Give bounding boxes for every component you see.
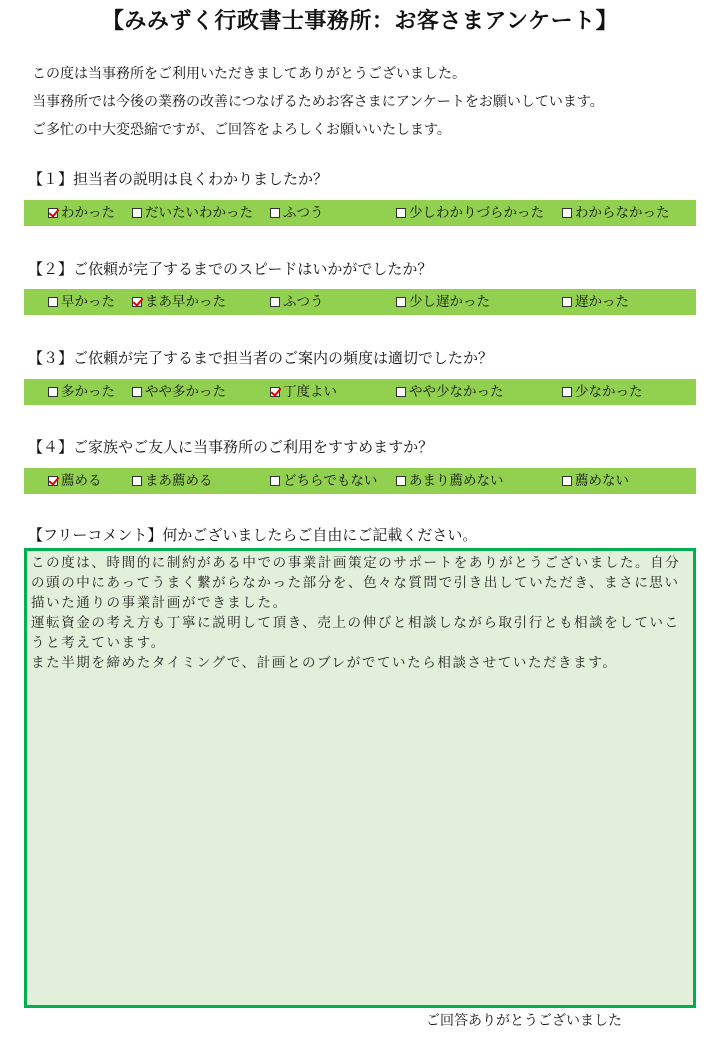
option-q1-3[interactable]: ふつう bbox=[270, 200, 324, 226]
intro-line: ご多忙の中大変恐縮ですが、ご回答をよろしくお願いいたします。 bbox=[32, 122, 451, 138]
option-q4-5[interactable]: 薦めない bbox=[562, 468, 629, 494]
page-title: 【みみずく行政書士事務所：お客さまアンケート】 bbox=[101, 9, 619, 34]
option-q3-1[interactable]: 多かった bbox=[48, 379, 115, 405]
option-q4-4[interactable]: あまり薦めない bbox=[396, 468, 504, 494]
question-4-label: 【４】ご家族やご友人に当事務所のご利用をすすめますか？ bbox=[28, 438, 434, 456]
checkbox-icon[interactable] bbox=[270, 297, 280, 307]
option-q2-5[interactable]: 遅かった bbox=[562, 289, 629, 315]
checkbox-icon[interactable] bbox=[562, 297, 572, 307]
option-q4-2[interactable]: まあ薦める bbox=[132, 468, 213, 494]
checkbox-icon[interactable] bbox=[48, 387, 58, 397]
checkbox-icon[interactable] bbox=[396, 297, 406, 307]
checkbox-icon[interactable] bbox=[562, 208, 572, 218]
checkbox-icon[interactable] bbox=[562, 387, 572, 397]
question-1-label: 【１】担当者の説明は良くわかりましたか？ bbox=[28, 170, 329, 188]
checkbox-icon[interactable] bbox=[132, 387, 142, 397]
question-1-options bbox=[24, 200, 696, 226]
question-2-options bbox=[24, 289, 696, 315]
option-q3-5[interactable]: 少なかった bbox=[562, 379, 643, 405]
checkbox-icon[interactable] bbox=[270, 476, 280, 486]
option-q2-4[interactable]: 少し遅かった bbox=[396, 289, 490, 315]
checkbox-checked-icon[interactable] bbox=[48, 476, 58, 486]
option-q1-5[interactable]: わからなかった bbox=[562, 200, 670, 226]
checkbox-icon[interactable] bbox=[562, 476, 572, 486]
checkbox-icon[interactable] bbox=[270, 208, 280, 218]
checkbox-icon[interactable] bbox=[396, 476, 406, 486]
comment-paragraph: この度は、時間的に制約がある中での事業計画策定のサポートをありがとうございました。自分の頭の中にあってうまく繋がらなかった部分を、色々な質問で引き出していただき、まさに思い描いた通りの事業計画ができました。 bbox=[31, 555, 681, 611]
option-q3-4[interactable]: やや少なかった bbox=[396, 379, 504, 405]
comment-paragraph: また半期を締めたタイミングで、計画とのブレがでていたら相談させていただきます。 bbox=[31, 655, 618, 671]
option-q1-4[interactable]: 少しわかりづらかった bbox=[396, 200, 544, 226]
intro-line: この度は当事務所をご利用いただきましてありがとうございました。 bbox=[32, 66, 466, 82]
comment-paragraph: 運転資金の考え方も丁寧に説明して頂き、売上の伸びと相談しながら取引行とも相談をしていこうと考えています。 bbox=[31, 615, 680, 651]
checkbox-checked-icon[interactable] bbox=[48, 208, 58, 218]
question-2-label: 【２】ご依頼が完了するまでのスピードはいかがでしたか？ bbox=[28, 260, 433, 278]
question-4-options bbox=[24, 468, 696, 494]
option-q1-1[interactable]: わかった bbox=[48, 200, 115, 226]
checkbox-icon[interactable] bbox=[396, 208, 406, 218]
option-q4-1[interactable]: 薦める bbox=[48, 468, 102, 494]
checkbox-checked-icon[interactable] bbox=[132, 297, 142, 307]
checkbox-icon[interactable] bbox=[132, 208, 142, 218]
checkbox-icon[interactable] bbox=[396, 387, 406, 397]
thank-you-footer: ご回答ありがとうございました bbox=[426, 1013, 622, 1029]
option-q1-2[interactable]: だいたいわかった bbox=[132, 200, 253, 226]
question-3-label: 【３】ご依頼が完了するまで担当者のご案内の頻度は適切でしたか？ bbox=[28, 349, 494, 367]
option-q3-2[interactable]: やや多かった bbox=[132, 379, 226, 405]
checkbox-icon[interactable] bbox=[48, 297, 58, 307]
option-q2-2[interactable]: まあ早かった bbox=[132, 289, 226, 315]
question-3-options bbox=[24, 379, 696, 405]
option-q2-1[interactable]: 早かった bbox=[48, 289, 115, 315]
intro-text bbox=[32, 60, 604, 144]
option-q4-3[interactable]: どちらでもない bbox=[270, 468, 377, 494]
option-q3-3[interactable]: 丁度よい bbox=[270, 379, 337, 405]
checkbox-checked-icon[interactable] bbox=[270, 387, 280, 397]
option-q2-3[interactable]: ふつう bbox=[270, 289, 324, 315]
checkbox-icon[interactable] bbox=[132, 476, 142, 486]
intro-line: 当事務所では今後の業務の改善につなげるためお客さまにアンケートをお願いしています。 bbox=[32, 94, 604, 110]
free-comment-textarea[interactable] bbox=[24, 548, 696, 1008]
free-comment-label: 【フリーコメント】何かございましたらご自由にご記載ください。 bbox=[28, 526, 478, 544]
